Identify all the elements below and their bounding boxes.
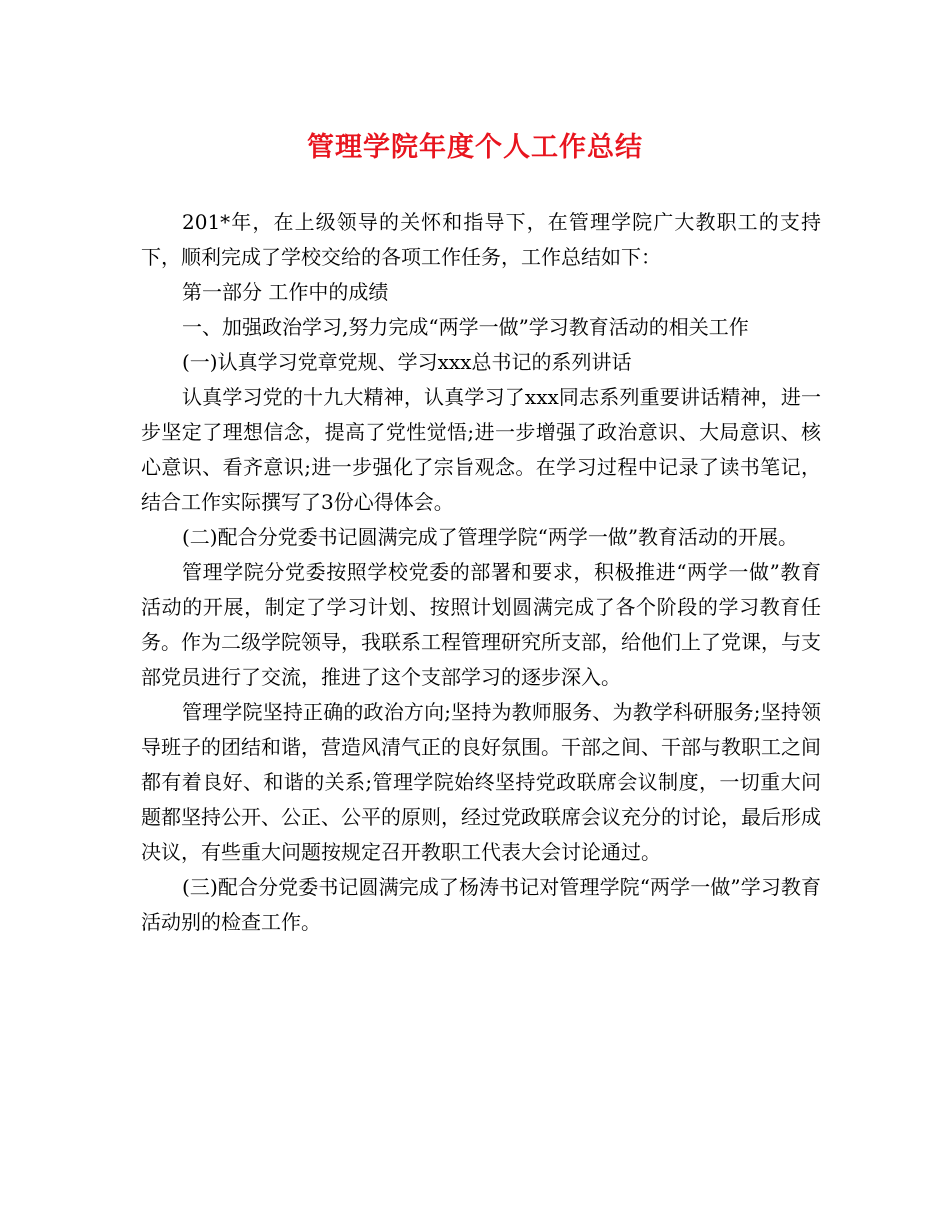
section-heading-part-one: 第一部分 工作中的成绩 <box>182 280 389 304</box>
paragraph-party-committee: 管理学院分党委按照学校党委的部署和要求，积极推进“两学一做”教育活动的开展，制定了学习计划、按照计划圆满完成了各个阶段的学习教育任务。作为二级学院领导，我联系工程管理研究所支部，给他们上了党课，与支部党员进行了交流，推进了这个支部学习的逐步深入。 <box>141 560 821 689</box>
subsection-heading-2: (二)配合分党委书记圆满完成了管理学院“两学一做”教育活动的开展。 <box>182 525 799 549</box>
paragraph-study: 认真学习党的十九大精神，认真学习了xxx同志系列重要讲话精神，进一步坚定了理想信念，提高了党性觉悟;进一步增强了政治意识、大局意识、核心意识、看齐意识;进一步强化了宗旨观念。在学习过程中记录了读书笔记，结合工作实际撰写了3份心得体会。 <box>141 385 821 514</box>
subsection-heading-3: (三)配合分党委书记圆满完成了杨涛书记对管理学院“两学一做”学习教育活动别的检查工作。 <box>141 875 821 934</box>
paragraph-intro: 201*年，在上级领导的关怀和指导下，在管理学院广大教职工的支持下，顺利完成了学校交给的各项工作任务，工作总结如下： <box>141 210 821 269</box>
subsection-heading-1: (一)认真学习党章党规、学习xxx总书记的系列讲话 <box>182 350 632 374</box>
section-heading-one: 一、加强政治学习,努力完成“两学一做”学习教育活动的相关工作 <box>182 315 749 339</box>
document-body <box>141 205 821 940</box>
paragraph-political-direction: 管理学院坚持正确的政治方向;坚持为教师服务、为教学科研服务;坚持领导班子的团结和谐，营造风清气正的良好氛围。干部之间、干部与教职工之间都有着良好、和谐的关系;管理学院始终坚持党政联席会议制度，一切重大问题都坚持公开、公正、公平的原则，经过党政联席会议充分的讨论，最后形成决议，有些重大问题按规定召开教职工代表大会讨论通过。 <box>141 700 821 864</box>
document-title: 管理学院年度个人工作总结 <box>307 132 643 163</box>
